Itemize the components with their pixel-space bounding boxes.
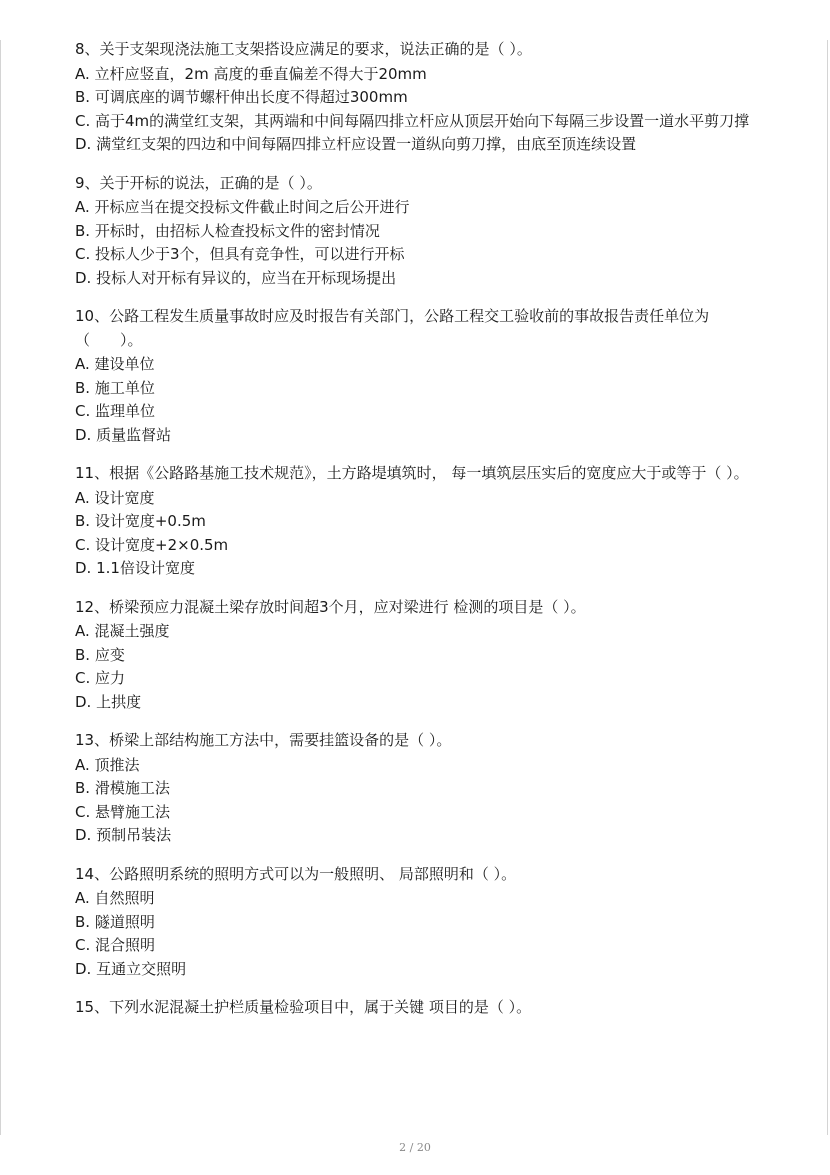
option-a: A. 自然照明 <box>75 889 155 907</box>
option-b: B. 施工单位 <box>75 378 155 397</box>
option-b: B. 设计宽度+0.5m <box>75 512 206 530</box>
option-a: A. 顶推法 <box>75 755 140 774</box>
option-b: B. 应变 <box>75 645 125 664</box>
question-stem: 11、根据《公路路基施工技术规范》，土方路堤填筑时， 每一填筑层压实后的宽度应大于或等于（ ）。 <box>75 464 749 482</box>
option-d: D. 上拱度 <box>75 692 142 711</box>
option-a: A. 开标应当在提交投标文件截止时间之后公开进行 <box>75 198 410 216</box>
question-14 <box>75 863 765 982</box>
option-b: B. 滑模施工法 <box>75 779 170 797</box>
question-stem: 15、下列水泥混凝土护栏质量检验项目中，属于关键 项目的是（ ）。 <box>75 998 532 1016</box>
question-stem: 9、关于开标的说法，正确的是（ ）。 <box>75 173 322 192</box>
option-a: A. 建设单位 <box>75 355 155 373</box>
option-d: D. 质量监督站 <box>75 425 172 444</box>
question-8 <box>75 38 765 157</box>
option-c: C. 设计宽度+2×0.5m <box>75 535 229 554</box>
option-d: D. 满堂红支架的四边和中间每隔四排立杆应设置一道纵向剪刀撑，由底至顶连续设置 <box>75 135 637 153</box>
question-stem: 10、公路工程发生质量事故时应及时报告有关部门，公路工程交工验收前的事故报告责任单位为（ ）。 <box>75 307 710 349</box>
question-stem: 14、公路照明系统的照明方式可以为一般照明、 局部照明和（ ）。 <box>75 864 517 883</box>
question-11 <box>75 462 765 581</box>
question-stem: 13、桥梁上部结构施工方法中，需要挂篮设备的是（ ）。 <box>75 731 452 749</box>
document-content <box>75 38 765 1035</box>
option-c: C. 投标人少于3个，但具有竞争性，可以进行开标 <box>75 245 405 263</box>
question-15 <box>75 996 765 1020</box>
option-c: C. 混合照明 <box>75 936 156 954</box>
question-13 <box>75 729 765 848</box>
question-9 <box>75 172 765 291</box>
page-indicator: 2 / 20 <box>399 1141 431 1154</box>
question-stem: 12、桥梁预应力混凝土梁存放时间超3个月，应对梁进行 检测的项目是（ ）。 <box>75 597 586 616</box>
option-b: B. 隧道照明 <box>75 912 155 931</box>
option-d: D. 1.1倍设计宽度 <box>75 559 195 577</box>
question-stem: 8、关于支架现浇法施工支架搭设应满足的要求，说法正确的是（ ）。 <box>75 40 532 58</box>
option-d: D. 互通立交照明 <box>75 959 187 978</box>
option-a: A. 立杆应竖直，2m 高度的垂直偏差不得大于20mm <box>75 64 427 83</box>
page-edge-left <box>0 40 1 1135</box>
option-b: B. 开标时，由招标人检查投标文件的密封情况 <box>75 221 380 240</box>
option-c: C. 监理单位 <box>75 402 156 420</box>
option-a: A. 混凝土强度 <box>75 622 170 640</box>
option-b: B. 可调底座的调节螺杆伸出长度不得超过300mm <box>75 88 408 106</box>
option-d: D. 预制吊装法 <box>75 826 172 844</box>
question-10 <box>75 305 765 447</box>
page-edge-right <box>827 40 828 1135</box>
option-a: A. 设计宽度 <box>75 488 155 507</box>
option-c: C. 应力 <box>75 669 126 687</box>
option-c: C. 悬臂施工法 <box>75 802 171 821</box>
question-12 <box>75 596 765 715</box>
option-d: D. 投标人对开标有异议的，应当在开标现场提出 <box>75 268 397 287</box>
option-c: C. 高于4m的满堂红支架，其两端和中间每隔四排立杆应从顶层开始向下每隔三步设置一道水平剪刀撑 <box>75 111 750 130</box>
